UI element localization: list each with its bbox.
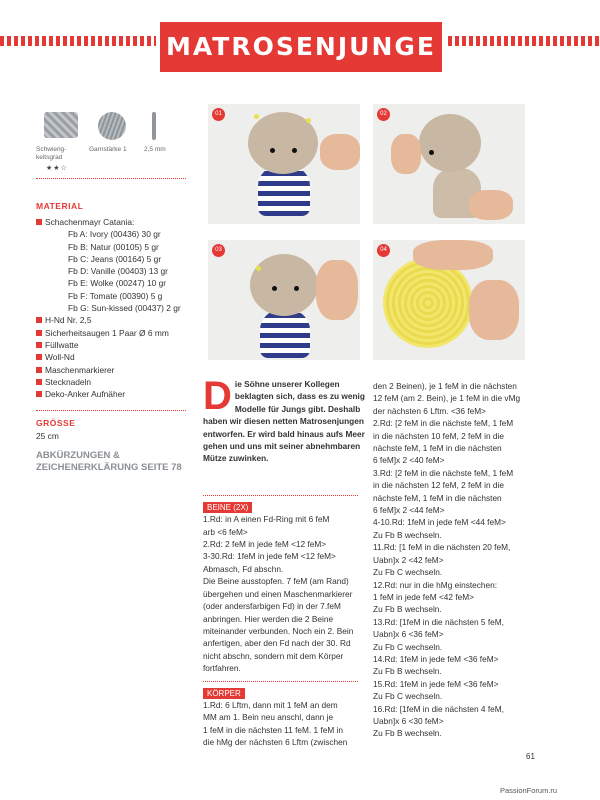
instruction-line: 11.Rd: [1 feM in die nächsten 20 feM, <box>373 542 511 553</box>
list-item: Deko-Anker Aufnäher <box>36 388 196 400</box>
instruction-line: der nächsten 6 Lftm. <36 feM> <box>373 405 486 416</box>
instruction-line: Zu Fb B wechseln. <box>373 728 442 739</box>
size-heading: GRÖSSE <box>36 418 76 428</box>
list-item: Maschenmarkierer <box>36 364 196 376</box>
crochet-hook-icon <box>152 112 156 140</box>
step-number: 03 <box>212 244 225 257</box>
divider <box>36 178 186 179</box>
material-heading: MATERIAL <box>36 201 84 211</box>
section-tag-beine: BEINE (2X) <box>203 502 252 513</box>
instruction-line: nächste feM, 1 feM in die nächsten <box>373 443 502 454</box>
instruction-line: Uabn]x 6 <36 feM> <box>373 629 444 640</box>
intro-paragraph: Die Söhne unserer Kollegen beklagten sich, dass es zu wenig Modelle für Jungs gibt. Deshalb haben wir diesen netten Matrosenjungen entworfen. Er wird bald hinaus aufs Meer gehen und uns mit seiner abnehmbaren Mütze zuwinken. <box>203 374 365 464</box>
instruction-line: 15.Rd: 1feM in jede feM <36 feM> <box>373 678 499 689</box>
bullet-square-icon <box>36 379 42 385</box>
instruction-line: 16.Rd: [1feM in die nächsten 4 feM, <box>373 703 504 714</box>
bullet-square-icon <box>36 219 42 225</box>
instruction-line: 4-10.Rd: 1feM in jede feM <44 feM> <box>373 517 506 528</box>
bullet-square-icon <box>36 317 42 323</box>
hand <box>391 134 421 174</box>
eye <box>272 286 277 291</box>
hand <box>469 280 519 340</box>
difficulty-label-1: Schwierig- <box>36 146 67 153</box>
eye <box>292 148 297 153</box>
instruction-line: nicht abschn, sondern mit dem Körper <box>203 650 344 661</box>
instruction-line: anfertigen, aber den Fd nach der 30. Rd <box>203 638 351 649</box>
pin <box>306 118 311 123</box>
eye <box>270 148 275 153</box>
material-list <box>36 216 196 400</box>
instruction-line: Zu Fb C wechseln. <box>373 641 443 652</box>
hand <box>320 134 360 170</box>
instruction-line: 3.Rd: [2 feM in die nächste feM, 1 feM <box>373 467 514 478</box>
instruction-line: 6 feM]x 2 <40 feM> <box>373 455 445 466</box>
instruction-line: Abmasch, Fd abschn. <box>203 563 284 574</box>
bullet-square-icon <box>36 367 42 373</box>
eye <box>294 286 299 291</box>
list-item: Fb C: Jeans (00164) 5 gr <box>68 253 162 264</box>
pin <box>256 266 261 271</box>
yellow-cap <box>383 258 473 348</box>
pin <box>254 114 259 119</box>
instruction-line: den 2 Beinen), je 1 feM in die nächsten <box>373 381 517 391</box>
list-item: Fb D: Vanille (00403) 13 gr <box>68 266 168 277</box>
instruction-line: (oder andersfarbigen Fd) in der 7.feM <box>203 601 341 612</box>
instruction-line: arb <6 feM> <box>203 526 248 537</box>
bullet-square-icon <box>36 354 42 360</box>
drop-cap: D <box>203 374 232 418</box>
koerper-instructions <box>203 699 373 749</box>
instruction-line: übergehen und einen Maschenmarkierer <box>203 588 353 599</box>
instruction-line: Die Beine ausstopfen. 7 feM (am Rand) <box>203 576 349 587</box>
instruction-line: Uabn]x 6 <30 feM> <box>373 715 444 726</box>
divider <box>203 495 358 496</box>
list-item: Fb G: Sun-kissed (00437) 2 gr <box>68 303 181 314</box>
bullet-square-icon <box>36 342 42 348</box>
instruction-line: 14.Rd: 1feM in jede feM <36 feM> <box>373 653 499 664</box>
instruction-line: Zu Fb C wechseln. <box>373 691 443 702</box>
list-item: Fb A: Ivory (00436) 30 gr <box>68 229 161 240</box>
hand <box>413 240 493 270</box>
instruction-line: die hMg der nächsten 6 Lftm (zwischen <box>203 737 348 748</box>
instruction-line: miteinander verbunden. Noch ein 2. Bein <box>203 625 354 636</box>
instruction-line: 13.Rd: [1feM in die nächsten 5 feM, <box>373 616 504 627</box>
knit-swatch-icon <box>44 112 78 138</box>
instruction-line: Zu Fb B wechseln. <box>373 666 442 677</box>
page-title: MATROSENJUNGE <box>166 32 436 61</box>
instruction-line: nächste feM, 1 feM in die nächsten <box>373 492 502 503</box>
photo-step-01 <box>208 104 360 224</box>
instruction-line: 1 feM in jede feM <42 feM> <box>373 591 475 602</box>
text-column-2 <box>203 374 373 749</box>
page-number: 61 <box>526 752 535 761</box>
list-item: Füllwatte <box>36 339 196 351</box>
hook-size-label: 2,5 mm <box>144 146 166 153</box>
divider <box>203 681 358 682</box>
list-item: Fb F: Tomate (00390) 5 g <box>68 290 163 301</box>
divider <box>36 410 186 411</box>
doll-head <box>250 254 318 316</box>
list-item: Woll-Nd <box>36 351 196 363</box>
instruction-line: 6 feM]x 2 <44 feM> <box>373 505 445 516</box>
instruction-line: MM am 1. Bein neu anschl, dann je <box>203 712 334 723</box>
instruction-line: anbringen. Hier werden die 2 Beine <box>203 613 334 624</box>
watermark: PassionForum.ru <box>500 786 558 795</box>
step-number: 04 <box>377 244 390 257</box>
hand <box>469 190 513 220</box>
header-banner <box>0 0 600 72</box>
bullet-square-icon <box>36 391 42 397</box>
doll-head <box>419 114 481 172</box>
photo-step-02 <box>373 104 525 224</box>
bullet-square-icon <box>36 330 42 336</box>
instruction-line: 1.Rd: in A einen Fd-Ring mit 6 feM <box>203 514 330 525</box>
instruction-line: Zu Fb C wechseln. <box>373 567 443 578</box>
instruction-line: Zu Fb B wechseln. <box>373 529 442 540</box>
instruction-line: 2.Rd: 2 feM in jede feM <12 feM> <box>203 539 327 550</box>
eye <box>429 150 434 155</box>
instruction-line: Zu Fb B wechseln. <box>373 604 442 615</box>
step-number: 02 <box>377 108 390 121</box>
instruction-line: 3-30.Rd: 1feM in jede feM <12 feM> <box>203 551 336 562</box>
instruction-line: in die nächsten 10 feM, 2 feM in die <box>373 430 504 441</box>
difficulty-panel <box>36 112 186 174</box>
instruction-line: 2.Rd: [2 feM in die nächste feM, 1 feM <box>373 418 514 429</box>
step-number: 01 <box>212 108 225 121</box>
section-tag-koerper: KÖRPER <box>203 688 245 699</box>
difficulty-label-2: keitsgrad <box>36 154 63 161</box>
list-item: Schachenmayr Catania: <box>36 216 196 228</box>
text-column-3 <box>373 380 543 740</box>
abbreviations-note: ABKÜRZUNGEN & ZEICHENERKLÄRUNG SEITE 78 <box>36 450 182 473</box>
instruction-line: fortfahren. <box>203 663 241 674</box>
yarn-weight-label: Garnstärke 1 <box>89 146 127 153</box>
instruction-line: 1.Rd: 6 Lftm, dann mit 1 feM an dem <box>203 699 338 710</box>
doll-body <box>260 310 310 358</box>
list-item: H-Nd Nr. 2,5 <box>36 314 196 326</box>
instruction-line: 12.Rd: nur in die hMg einstechen: <box>373 579 498 590</box>
size-value: 25 cm <box>36 431 59 441</box>
photo-step-04 <box>373 240 525 360</box>
yarn-ball-icon <box>98 112 126 140</box>
instruction-line: Uabn]x 2 <42 feM> <box>373 554 444 565</box>
beine-instructions <box>203 513 373 674</box>
list-item: Sicherheitsaugen 1 Paar Ø 6 mm <box>36 327 196 339</box>
list-item: Fb B: Natur (00105) 5 gr <box>68 241 159 252</box>
instruction-line: 1 feM in die nächsten 11 feM. 1 feM in <box>203 724 344 735</box>
photo-step-03 <box>208 240 360 360</box>
instruction-line: in die nächsten 12 feM, 2 feM in die <box>373 480 504 491</box>
list-item: Fb E: Wolke (00247) 10 gr <box>68 278 167 289</box>
list-item: Stecknadeln <box>36 376 196 388</box>
difficulty-stars: ★★☆ <box>46 165 68 172</box>
instruction-line: 12 feM (am 2. Bein), je 1 feM in die vMg <box>373 393 521 404</box>
hand <box>316 260 358 320</box>
